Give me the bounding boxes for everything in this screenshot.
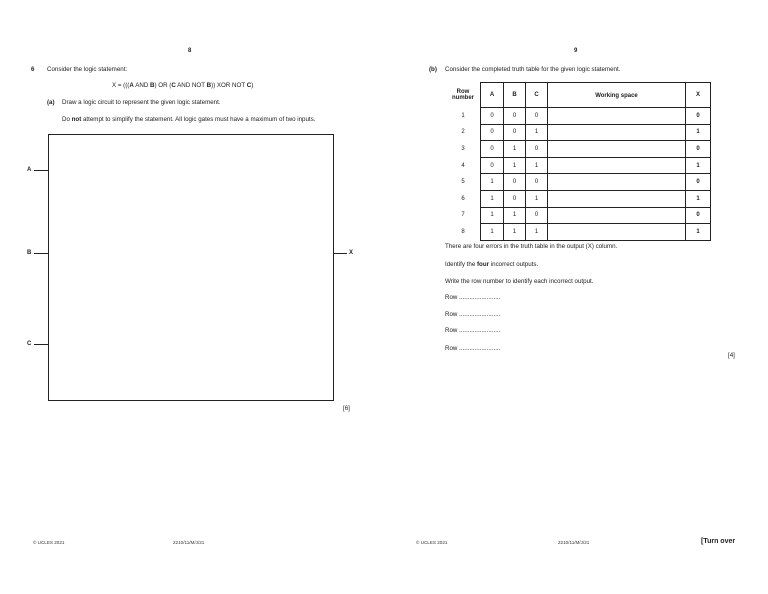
cell-b: 0 <box>504 174 526 191</box>
cell-working-space[interactable] <box>548 174 686 191</box>
row-number: 6 <box>446 190 481 207</box>
header-row-number: Row number <box>446 83 481 108</box>
write-text: Write the row number to identify each incorrect output. <box>445 278 594 285</box>
cell-x: 0 <box>686 108 711 125</box>
answer-line-4[interactable]: Row ........................ <box>445 345 501 352</box>
input-a-label: A <box>27 167 32 173</box>
cell-a: 0 <box>481 141 504 158</box>
row-number: 1 <box>446 108 481 125</box>
cell-working-space[interactable] <box>548 108 686 125</box>
cell-c: 0 <box>526 207 548 224</box>
row-number: 4 <box>446 157 481 174</box>
cell-working-space[interactable] <box>548 207 686 224</box>
truth-table <box>446 82 711 241</box>
part-a-text: Draw a logic circuit to represent the given logic statement. <box>62 99 221 106</box>
table-row <box>446 157 711 174</box>
input-b-line <box>34 253 48 254</box>
cell-working-space[interactable] <box>548 157 686 174</box>
row-number: 3 <box>446 141 481 158</box>
cell-b: 1 <box>504 224 526 241</box>
cell-working-space[interactable] <box>548 224 686 241</box>
input-c-label: C <box>27 341 32 347</box>
turn-over: [Turn over <box>701 538 736 545</box>
cell-a: 0 <box>481 108 504 125</box>
footer-copyright: © UCLES 2021 <box>33 540 65 545</box>
cell-b: 1 <box>504 157 526 174</box>
table-row <box>446 141 711 158</box>
cell-a: 1 <box>481 224 504 241</box>
answer-line-1[interactable]: Row ........................ <box>445 294 501 301</box>
cell-a: 1 <box>481 207 504 224</box>
table-row <box>446 124 711 141</box>
row-number: 8 <box>446 224 481 241</box>
table-row <box>446 174 711 191</box>
cell-a: 1 <box>481 190 504 207</box>
cell-b: 0 <box>504 108 526 125</box>
cell-c: 1 <box>526 157 548 174</box>
footer-code: 2210/11/M/J/21 <box>558 540 590 545</box>
cell-c: 1 <box>526 124 548 141</box>
page-number: 9 <box>574 48 578 54</box>
cell-x: 0 <box>686 207 711 224</box>
cell-b: 1 <box>504 141 526 158</box>
cell-b: 0 <box>504 190 526 207</box>
table-row <box>446 190 711 207</box>
input-c-line <box>34 344 48 345</box>
cell-c: 1 <box>526 190 548 207</box>
cell-b: 0 <box>504 124 526 141</box>
table-row <box>446 224 711 241</box>
part-b-label: (b) <box>429 66 437 73</box>
identify-text: Identify the four incorrect outputs. <box>445 261 539 268</box>
marks-part-a: [6] <box>343 405 350 412</box>
input-a-line <box>34 170 48 171</box>
question-intro: Consider the logic statement: <box>47 66 128 73</box>
cell-c: 0 <box>526 174 548 191</box>
cell-c: 0 <box>526 108 548 125</box>
row-number: 5 <box>446 174 481 191</box>
cell-working-space[interactable] <box>548 124 686 141</box>
cell-x: 1 <box>686 157 711 174</box>
marks-part-b: [4] <box>728 352 735 359</box>
row-number: 7 <box>446 207 481 224</box>
cell-a: 0 <box>481 157 504 174</box>
table-row <box>446 207 711 224</box>
cell-x: 0 <box>686 174 711 191</box>
part-a-note: Do not attempt to simplify the statement. All logic gates must have a maximum of two inputs. <box>62 116 316 123</box>
cell-c: 0 <box>526 141 548 158</box>
cell-a: 1 <box>481 174 504 191</box>
header-c: C <box>526 83 548 108</box>
logic-statement: X = (((A AND B) OR (C AND NOT B)) XOR NOT C) <box>112 82 254 89</box>
footer-code: 2210/11/M/J/21 <box>173 540 205 545</box>
cell-c: 1 <box>526 224 548 241</box>
table-row <box>446 108 711 125</box>
page-number: 8 <box>188 48 192 54</box>
circuit-drawing-area[interactable] <box>48 134 334 401</box>
header-working-space: Working space <box>548 83 686 108</box>
cell-x: 1 <box>686 190 711 207</box>
output-x-label: X <box>349 250 354 256</box>
row-number: 2 <box>446 124 481 141</box>
cell-working-space[interactable] <box>548 190 686 207</box>
header-x: X <box>686 83 711 108</box>
cell-a: 0 <box>481 124 504 141</box>
output-x-line <box>334 253 347 254</box>
cell-x: 0 <box>686 141 711 158</box>
errors-text: There are four errors in the truth table in the output (X) column. <box>445 243 618 250</box>
answer-line-2[interactable]: Row ........................ <box>445 311 501 318</box>
part-b-text: Consider the completed truth table for the given logic statement. <box>445 66 621 73</box>
truth-table-header <box>446 83 711 108</box>
input-b-label: B <box>27 250 32 256</box>
cell-x: 1 <box>686 224 711 241</box>
header-a: A <box>481 83 504 108</box>
cell-b: 1 <box>504 207 526 224</box>
cell-x: 1 <box>686 124 711 141</box>
footer-copyright: © UCLES 2021 <box>416 540 448 545</box>
header-b: B <box>504 83 526 108</box>
answer-line-3[interactable]: Row ........................ <box>445 327 501 334</box>
cell-working-space[interactable] <box>548 141 686 158</box>
part-a-label: (a) <box>47 99 55 106</box>
question-number: 6 <box>31 66 35 73</box>
